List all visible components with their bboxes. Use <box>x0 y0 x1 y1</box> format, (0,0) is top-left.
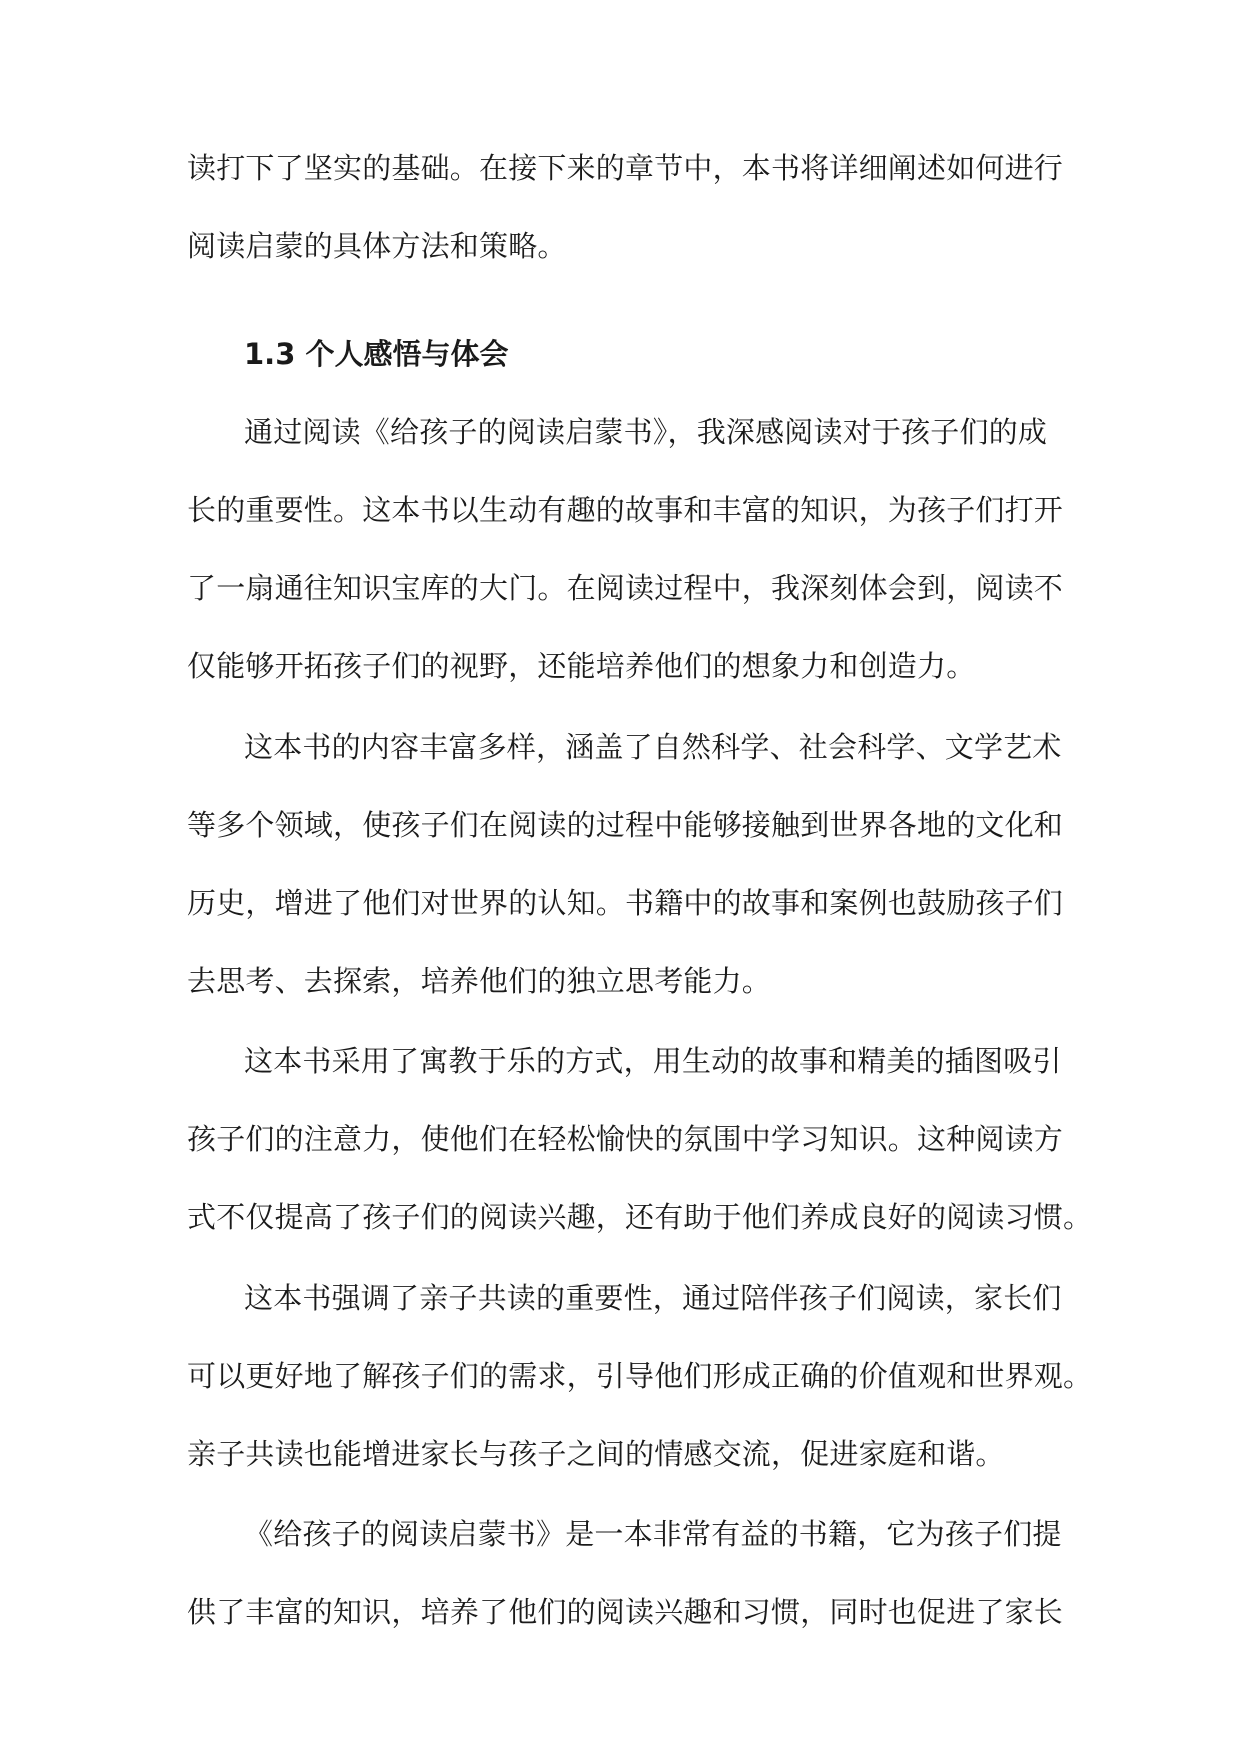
paragraph-line: 供了丰富的知识，培养了他们的阅读兴趣和习惯，同时也促进了家长 <box>187 1595 1064 1629</box>
paragraph-line: 历史，增进了他们对世界的认知。书籍中的故事和案例也鼓励孩子们 <box>187 886 1064 920</box>
paragraph-line: 亲子共读也能增进家长与孩子之间的情感交流，促进家庭和谐。 <box>187 1437 1005 1471</box>
paragraph-line: 等多个领域，使孩子们在阅读的过程中能够接触到世界各地的文化和 <box>187 808 1064 842</box>
paragraph-line: 式不仅提高了孩子们的阅读兴趣，还有助于他们养成良好的阅读习惯。 <box>187 1200 1093 1234</box>
paragraph-line: 了一扇通往知识宝库的大门。在阅读过程中，我深刻体会到，阅读不 <box>187 571 1064 605</box>
paragraph-line: 去思考、去探索，培养他们的独立思考能力。 <box>187 964 772 998</box>
paragraph-line: 这本书强调了亲子共读的重要性，通过陪伴孩子们阅读，家长们 <box>244 1281 1062 1315</box>
paragraph-line: 通过阅读《给孩子的阅读启蒙书》，我深感阅读对于孩子们的成 <box>244 415 1048 449</box>
paragraph-line: 可以更好地了解孩子们的需求，引导他们形成正确的价值观和世界观。 <box>187 1359 1093 1393</box>
paragraph-line: 长的重要性。这本书以生动有趣的故事和丰富的知识，为孩子们打开 <box>187 493 1064 527</box>
paragraph-line: 阅读启蒙的具体方法和策略。 <box>187 229 567 263</box>
paragraph-line: 这本书的内容丰富多样，涵盖了自然科学、社会科学、文学艺术 <box>244 730 1062 764</box>
paragraph-line: 读打下了坚实的基础。在接下来的章节中，本书将详细阐述如何进行 <box>187 151 1064 185</box>
paragraph-line: 仅能够开拓孩子们的视野，还能培养他们的想象力和创造力。 <box>187 649 976 683</box>
paragraph-line: 孩子们的注意力，使他们在轻松愉快的氛围中学习知识。这种阅读方 <box>187 1122 1064 1156</box>
paragraph-line: 这本书采用了寓教于乐的方式，用生动的故事和精美的插图吸引 <box>244 1044 1062 1078</box>
paragraph-line: 《给孩子的阅读启蒙书》是一本非常有益的书籍，它为孩子们提 <box>244 1517 1062 1551</box>
section-heading: 1.3 个人感悟与体会 <box>244 337 509 371</box>
